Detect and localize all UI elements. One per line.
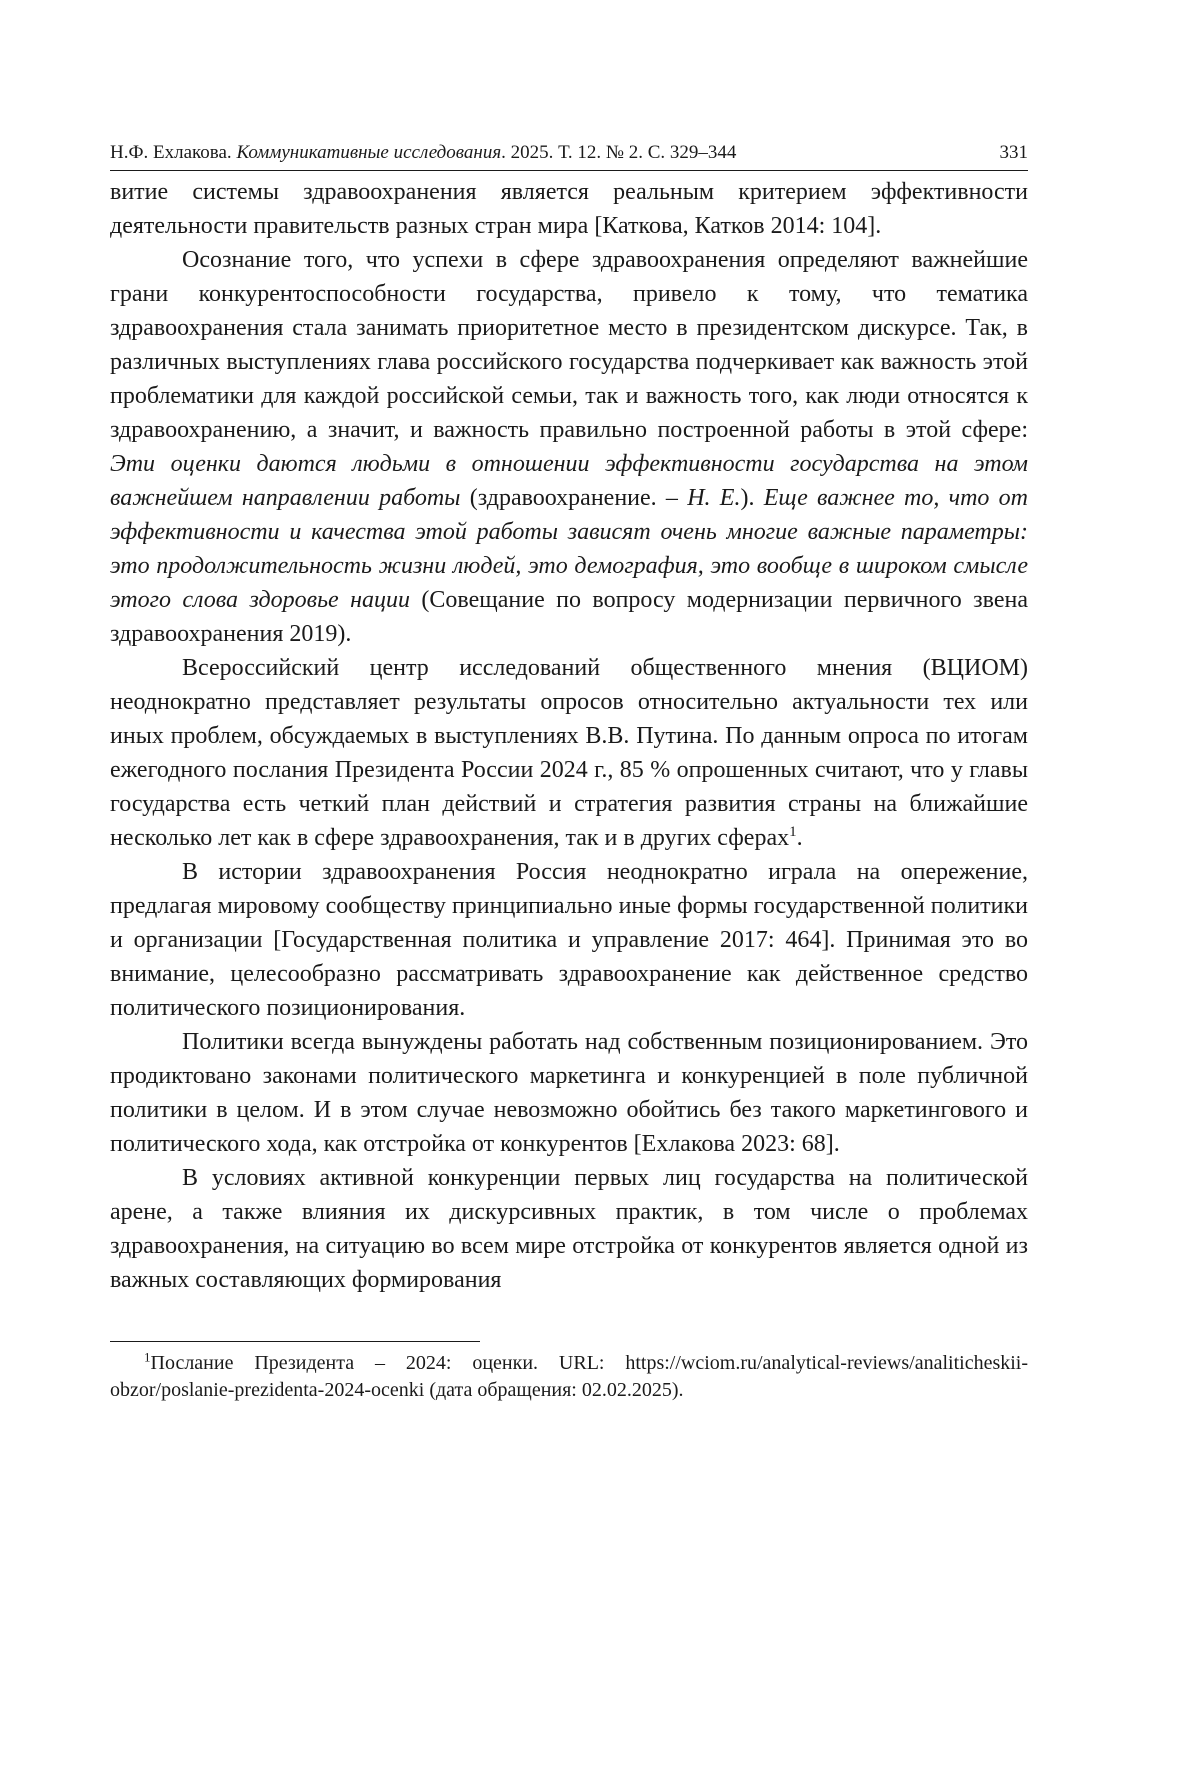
paragraph <box>110 175 1028 243</box>
paragraph <box>110 855 1028 1025</box>
header-author: Н.Ф. Ехлакова. <box>110 142 232 163</box>
text-run: . <box>796 825 803 851</box>
paragraph <box>110 1025 1028 1161</box>
footnote-reference: 1 <box>789 824 797 840</box>
italic-quote: Еще важнее то, что от эффективности и качества этой работы зависят очень многие важные параметры: это продолжительность жизни людей, это демография, это вообще в широком смысле этого слова здоровье нации <box>110 485 1029 613</box>
footnote-text: Послание Президента – 2024: оценки. URL: https://wciom.ru/analytical-reviews/analiticheskii-obzor/poslanie-prezidenta-2024-ocenki (дата обращения: 02.02.2025). <box>110 1352 1028 1401</box>
text-run: ). <box>740 485 764 511</box>
footnote-mark: 1 <box>144 1349 151 1365</box>
text-run: витие системы здравоохранения является реальным критерием эффективности деятельности правительств разных стран мира [Каткова, Катков 2014: 104]. <box>110 179 1028 239</box>
header-journal-title: Коммуникативные исследования <box>236 142 502 163</box>
text-run: Политики всегда вынуждены работать над собственным позиционированием. Это продиктовано законами политического маркетинга и конкуренцией в поле публичной политики в целом. И в этом случае невозможно обойтись без такого маркетингового и политического хода, как отстройка от конкурентов [Ехлакова 2023: 68]. <box>110 1029 1028 1157</box>
running-header <box>110 140 1028 171</box>
footnote <box>110 1350 1028 1404</box>
journal-page <box>110 140 1028 1404</box>
text-run: Всероссийский центр исследований общественного мнения (ВЦИОМ) неоднократно представляет результаты опросов относительно актуальности тех или иных проблем, обсуждаемых в выступлениях В.В. Путина. По данным опроса по итогам ежегодного послания Президента России 2024 г., 85 % опрошенных считают, что у главы государства есть четкий план действий и стратегия развития страны на ближайшие несколько лет как в сфере здравоохранения, так и в других сферах <box>110 655 1028 851</box>
header-issue: . 2025. Т. 12. № 2. С. 329–344 <box>501 142 737 163</box>
article-body <box>110 175 1028 1297</box>
text-run: (здравоохранение. – <box>460 485 688 511</box>
text-run: В истории здравоохранения Россия неоднократно играла на опережение, предлагая мировому сообществу принципиально иные формы государственной политики и организации [Государственная политика и управление 2017: 464]. Принимая это во внимание, целесообразно рассматривать здравоохранение как действенное средство политического позиционирования. <box>110 859 1028 1021</box>
footnote-divider <box>110 1341 480 1342</box>
italic-quote: Н. Е. <box>687 485 741 511</box>
text-run: Осознание того, что успехи в сфере здравоохранения определяют важнейшие грани конкурентоспособности государства, привело к тому, что тематика здравоохранения стала занимать приоритетное место в президентском дискурсе. Так, в различных выступлениях глава российского государства подчеркивает как важность этой проблематики для каждой российской семьи, так и важность того, как люди относятся к здравоохранению, а значит, и важность правильно построенной работы в этой сфере: <box>110 247 1028 443</box>
header-citation <box>110 140 736 166</box>
text-run: (Совещание по вопросу модернизации первичного звена здравоохранения 2019). <box>110 587 1028 647</box>
page-number: 331 <box>999 142 1028 163</box>
text-run: В условиях активной конкуренции первых лиц государства на политической арене, а также влияния их дискурсивных практик, в том числе о проблемах здравоохранения, на ситуацию во всем мире отстройка от конкурентов является одной из важных составляющих формирования <box>110 1165 1028 1293</box>
italic-quote: Эти оценки даются людьми в отношении эффективности государства на этом важнейшем направлении работы <box>110 451 1028 511</box>
paragraph <box>110 651 1028 855</box>
paragraph <box>110 1161 1028 1297</box>
paragraph <box>110 243 1028 651</box>
